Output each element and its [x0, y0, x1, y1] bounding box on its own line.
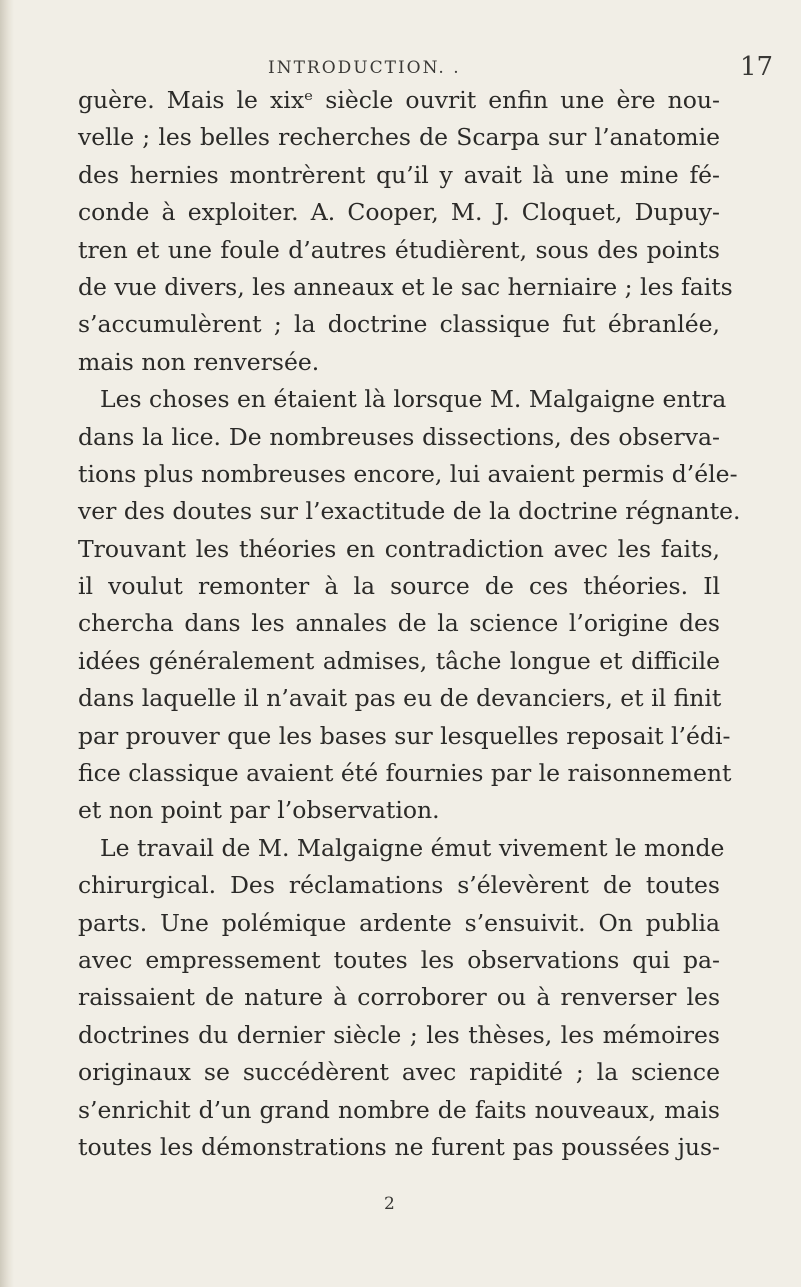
text-line: idées généralement admises, tâche longue et difficile: [78, 646, 720, 675]
text-line: s’enrichit d’un grand nombre de faits nouveaux, mais: [78, 1095, 720, 1124]
body-text: [78, 82, 741, 1166]
text-line: fice classique avaient été fournies par le raisonnement: [78, 759, 732, 788]
text-line: toutes les démonstrations ne furent pas poussées jus-: [78, 1132, 720, 1161]
paragraph-start-line: Le travail de M. Malgaigne émut vivement le monde: [100, 833, 725, 862]
paragraph-end-line: mais non renversée.: [78, 347, 320, 376]
running-title: INTRODUCTION. .: [268, 58, 461, 78]
text-line: il voulut remonter à la source de ces théories. Il: [78, 572, 720, 601]
text-line: tren et une foule d’autres étudièrent, sous des points: [78, 235, 720, 264]
page-binding-edge: [0, 0, 14, 1287]
text-line: dans la lice. De nombreuses dissections, des observa-: [78, 422, 720, 451]
text-line: chercha dans les annales de la science l’origine des: [78, 609, 720, 638]
text-line: chirurgical. Des réclamations s’élevèrent de toutes: [78, 871, 720, 900]
text-line: tions plus nombreuses encore, lui avaient permis d’éle-: [78, 459, 738, 488]
text-line: Trouvant les théories en contradiction avec les faits,: [78, 534, 720, 563]
paragraph-start-line: Les choses en étaient là lorsque M. Malgaigne entra: [100, 385, 727, 414]
text-line: s’accumulèrent ; la doctrine classique fut ébranlée,: [78, 310, 720, 339]
text-line: ver des doutes sur l’exactitude de la doctrine régnante.: [78, 497, 741, 526]
text-line: guère. Mais le xixᵉ siècle ouvrit enfin une ère nou-: [78, 86, 720, 114]
text-line: conde à exploiter. A. Cooper, M. J. Cloquet, Dupuy-: [78, 198, 720, 227]
text-line: de vue divers, les anneaux et le sac herniaire ; les faits: [78, 272, 733, 301]
paragraph-end-line: et non point par l’observation.: [78, 796, 440, 825]
text-line: doctrines du dernier siècle ; les thèses, les mémoires: [78, 1020, 720, 1049]
text-line: avec empressement toutes les observations qui pa-: [78, 945, 720, 974]
signature-mark: 2: [384, 1194, 395, 1214]
text-line: parts. Une polémique ardente s’ensuivit. On publia: [78, 908, 720, 937]
page-header: [0, 52, 801, 82]
text-line: des hernies montrèrent qu’il y avait là une mine fé-: [78, 160, 720, 189]
text-line: par prouver que les bases sur lesquelles reposait l’édi-: [78, 721, 731, 750]
text-line: dans laquelle il n’avait pas eu de devanciers, et il finit: [78, 684, 722, 713]
text-line: velle ; les belles recherches de Scarpa sur l’anatomie: [78, 123, 720, 152]
page-number: 17: [740, 52, 774, 82]
text-line: raissaient de nature à corroborer ou à renverser les: [78, 983, 720, 1012]
text-line: originaux se succédèrent avec rapidité ; la science: [78, 1058, 720, 1087]
